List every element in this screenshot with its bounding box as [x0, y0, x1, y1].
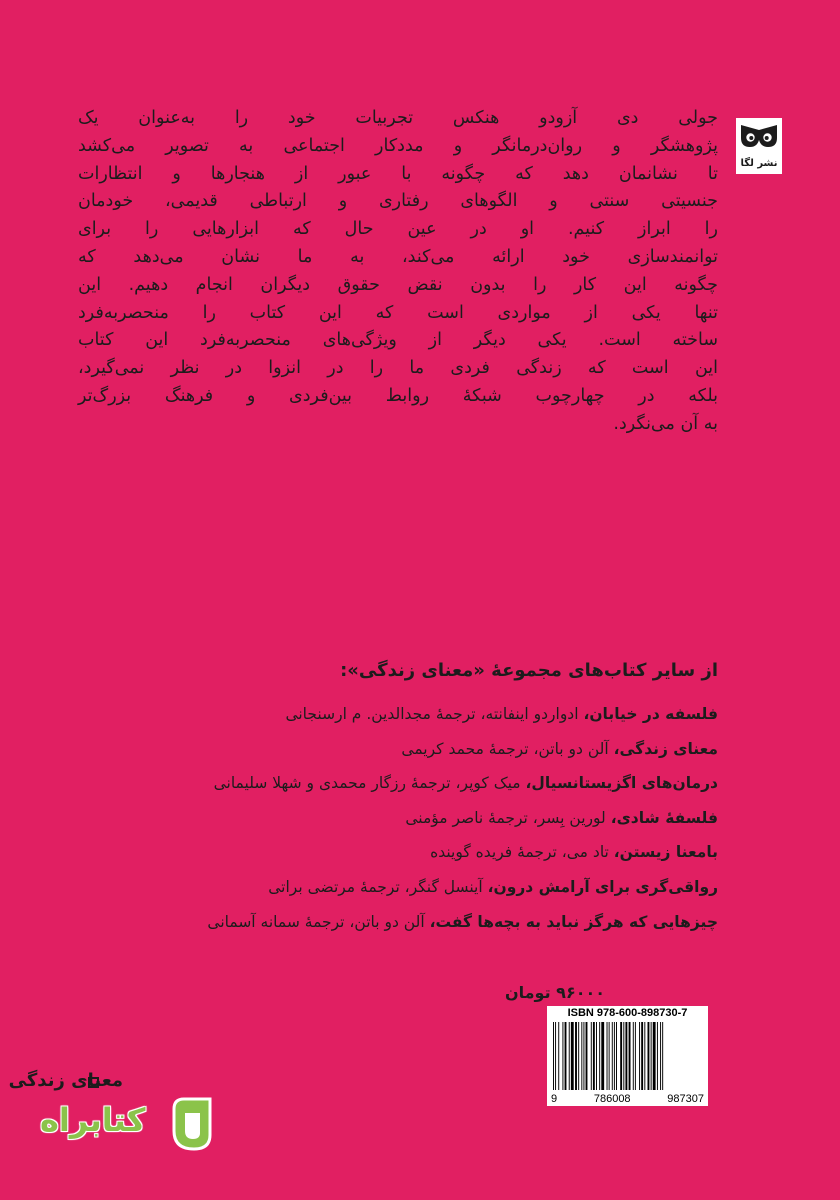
- barcode-bar: [609, 1022, 610, 1090]
- book-credit: تاد می، ترجمهٔ فریده گوینده: [430, 843, 614, 862]
- barcode-bar: [562, 1022, 563, 1090]
- barcode-digits: [547, 1093, 708, 1105]
- book-title: رواقی‌گری برای آرامش درون،: [487, 877, 718, 896]
- isbn-barcode: [547, 1006, 708, 1106]
- book-credit: آینسل گنگر، ترجمهٔ مرتضی براتی: [268, 877, 488, 896]
- isbn-label: ISBN 978-600-898730-7: [567, 1007, 688, 1019]
- book-title: معنای زندگی،: [613, 739, 718, 758]
- publisher-name: نشر لگا: [740, 158, 778, 169]
- book-credit: آلن دو باتن، ترجمهٔ محمد کریمی: [401, 739, 614, 758]
- barcode-bar: [625, 1022, 627, 1090]
- barcode-bar: [596, 1022, 597, 1090]
- list-item: [207, 732, 718, 767]
- barcode-bar: [620, 1022, 622, 1090]
- blurb-line: توانمندسازی خود ارائه می‌کند، به ما نشان می‌دهد که: [78, 246, 718, 267]
- barcode-bar: [662, 1022, 663, 1090]
- barcode-bar: [641, 1022, 643, 1090]
- barcode-bar: [616, 1022, 617, 1090]
- barcode-bar: [644, 1022, 645, 1090]
- barcode-bar: [612, 1022, 613, 1090]
- barcode-bar: [583, 1022, 584, 1090]
- barcode-bar: [648, 1022, 650, 1090]
- barcode-bar: [593, 1022, 595, 1090]
- barcode-bar: [614, 1022, 615, 1090]
- blurb-line: ساخته است. یکی دیگر از ویژگی‌های منحصربه‌فرد این کتاب: [78, 330, 718, 351]
- barcode-bar: [571, 1022, 574, 1090]
- book-credit: آلن دو باتن، ترجمهٔ سمانه آسمانی: [207, 912, 430, 931]
- book-title: فلسفهٔ شادی،: [610, 808, 718, 827]
- list-item: [207, 801, 718, 836]
- blurb-line: به آن می‌نگرد.: [613, 413, 718, 434]
- list-item: [207, 870, 718, 905]
- barcode-bar: [555, 1022, 556, 1090]
- barcode-bar: [629, 1022, 631, 1090]
- series-book-list: [207, 697, 718, 939]
- store-logo: [40, 1095, 215, 1155]
- list-item: [207, 905, 718, 940]
- barcode-bar: [558, 1022, 559, 1090]
- barcode-bar: [651, 1022, 652, 1090]
- barcode-bar: [633, 1022, 634, 1090]
- back-cover-blurb: [78, 105, 718, 439]
- book-credit: ادواردو اینفانته، ترجمهٔ مجدالدین. م ارسنجانی: [285, 705, 584, 723]
- blurb-line: چگونه این کار را بدون نقض حقوق دیگران انجام دهیم. این: [78, 274, 718, 295]
- blurb-line: جولی دی آزودو هنکس تجربیات خود را به‌عنوان یک: [78, 108, 718, 128]
- book-title: درمان‌های اگزیستانسیال،: [525, 774, 718, 793]
- barcode-digit-group: 987307: [667, 1093, 704, 1105]
- barcode-bar: [581, 1022, 582, 1090]
- book-credit: میک کوپر، ترجمهٔ رزگار محمدی و شهلا سلیمانی: [213, 774, 526, 793]
- barcode-bar: [575, 1022, 577, 1090]
- barcode-digit-group: 9: [551, 1093, 558, 1105]
- barcode-bar: [553, 1022, 554, 1090]
- barcode-bar: [569, 1022, 570, 1090]
- barcode-icon: [551, 1022, 704, 1090]
- footer-series-title: معنای زندگی: [8, 1070, 123, 1091]
- list-item: [207, 697, 718, 732]
- blurb-line: بلکه در چهارچوب شبکهٔ روابط بین‌فردی و فرهنگ بزرگ‌تر: [78, 385, 718, 406]
- blurb-line: تا نشانمان دهد که چگونه با عبور از هنجارها و انتظارات: [78, 163, 718, 184]
- book-title: چیزهایی که هرگز نباید به بچه‌ها گفت،: [429, 912, 718, 931]
- publisher-logo: [736, 118, 782, 174]
- barcode-bar: [599, 1022, 600, 1090]
- barcode-bar: [635, 1022, 636, 1090]
- book-title: بامعنا زیستن،: [613, 843, 718, 862]
- barcode-bar: [565, 1022, 567, 1090]
- list-item: [207, 835, 718, 870]
- barcode-bar: [578, 1022, 579, 1090]
- barcode-bar: [660, 1022, 661, 1090]
- book-leaf-icon: [170, 1095, 214, 1153]
- barcode-bar: [586, 1022, 588, 1090]
- barcode-bar: [623, 1022, 624, 1090]
- blurb-line: جنسیتی سنتی و الگوهای رفتاری و ارتباطی قدیمی، خودمان: [78, 191, 718, 212]
- barcode-bar: [639, 1022, 640, 1090]
- blurb-line: را ابراز کنیم. او در عین حال که ابزارهایی را برای: [78, 219, 718, 240]
- list-item: [207, 766, 718, 801]
- book-credit: لورین بِسر، ترجمهٔ ناصر مؤمنی: [405, 808, 611, 827]
- price-label: ۹۶۰۰۰ تومان: [504, 983, 605, 1002]
- square-icon: [88, 1077, 99, 1088]
- barcode-digit-group: 786008: [593, 1093, 631, 1105]
- barcode-bar: [591, 1022, 592, 1090]
- series-heading: از سایر کتاب‌های مجموعهٔ «معنای زندگی»:: [340, 660, 718, 681]
- store-logo-text: کتابراه: [40, 1101, 146, 1139]
- barcode-bar: [657, 1022, 658, 1090]
- barcode-bar: [601, 1022, 604, 1090]
- blurb-line: پژوهشگر و روان‌درمانگر و مددکار اجتماعی به تصویر می‌کشد: [78, 135, 718, 156]
- barcode-bar: [607, 1022, 608, 1090]
- book-title: فلسفه در خیابان،: [583, 705, 718, 723]
- barcode-bar: [653, 1022, 656, 1090]
- blurb-line: تنها یکی از مواردی است که این کتاب را منحصربه‌فرد: [78, 302, 718, 323]
- owl-eyes-icon: [740, 124, 778, 148]
- blurb-line: این است که زندگی فردی ما را در انزوا در نظر نمی‌گیرد،: [78, 358, 718, 379]
